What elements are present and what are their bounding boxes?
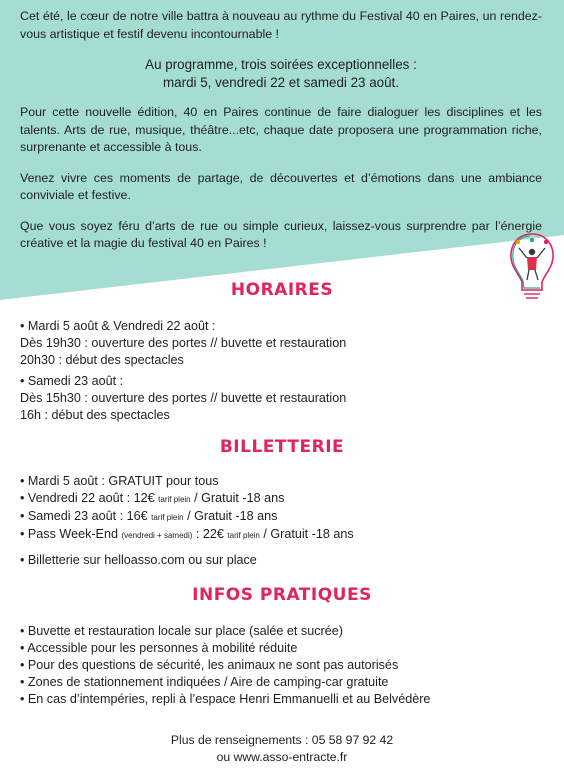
list-item: • Buvette et restauration locale sur place (salée et sucrée)	[20, 624, 343, 638]
billetterie-pass-weekend: • Pass Week-End (vendredi + samedi) : 22€ tarif plein / Gratuit -18 ans	[20, 527, 354, 541]
horaires-group-2-show: 16h : début des spectacles	[20, 408, 170, 422]
footer-website: ou www.asso-entracte.fr	[216, 750, 348, 764]
intro-paragraph-1: Cet été, le cœur de notre ville battra à nouveau au rythme du Festival 40 en Paires, un rendez-vous artistique et festif devenu incontournable !	[20, 9, 542, 41]
infos-pratiques-list	[20, 623, 550, 708]
program-line-1: Au programme, trois soirées exceptionnelles :	[145, 57, 417, 72]
intro-paragraph-4: Que vous soyez féru d’arts de rue ou simple curieux, laissez-vous surprendre par l’énergie créative et la magie du festival 40 en Paires !	[20, 218, 542, 250]
horaires-group-2-heading: • Samedi 23 août :	[20, 374, 124, 388]
footer-phone: Plus de renseignements : 05 58 97 92 42	[170, 733, 394, 747]
billetterie-block	[20, 473, 550, 569]
horaires-group-1-show: 20h30 : début des spectacles	[20, 353, 184, 367]
intro-text	[20, 8, 542, 266]
billetterie-samedi: • Samedi 23 août : 16€ tarif plein / Gratuit -18 ans	[20, 509, 278, 523]
billetterie-where: • Billetterie sur helloasso.com ou sur place	[20, 553, 257, 567]
program-announcement	[20, 56, 542, 91]
list-item: • Pour des questions de sécurité, les animaux ne sont pas autorisés	[20, 658, 399, 672]
footer-contact	[0, 732, 564, 766]
intro-paragraph-3: Venez vivre ces moments de partage, de découvertes et d’émotions dans une ambiance conviviale et festive.	[20, 170, 542, 202]
intro-paragraph-2: Pour cette nouvelle édition, 40 en Paires continue de faire dialoguer les disciplines et les talents. Arts de rue, musique, théâtre...etc, chaque date proposera une programmation riche, surprenante et accessible à tous.	[20, 105, 542, 154]
infos-pratiques-title: INFOS PRATIQUES	[192, 585, 372, 605]
horaires-title: HORAIRES	[230, 280, 334, 300]
horaires-group-1-doors: Dès 19h30 : ouverture des portes // buvette et restauration	[20, 336, 347, 350]
billetterie-vendredi: • Vendredi 22 août : 12€ tarif plein / Gratuit -18 ans	[20, 491, 285, 505]
billetterie-mardi: • Mardi 5 août : GRATUIT pour tous	[20, 474, 219, 488]
program-line-2: mardi 5, vendredi 22 et samedi 23 août.	[163, 74, 399, 90]
list-item: • Zones de stationnement indiquées / Aire de camping-car gratuite	[20, 675, 389, 689]
horaires-group-1-heading: • Mardi 5 août & Vendredi 22 août :	[20, 319, 216, 333]
list-item: • Accessible pour les personnes à mobilité réduite	[20, 641, 298, 655]
horaires-block	[20, 318, 550, 424]
list-item: • En cas d’intempéries, repli à l’espace Henri Emmanuelli et au Belvédère	[20, 692, 431, 706]
horaires-group-2-doors: Dès 15h30 : ouverture des portes // buvette et restauration	[20, 391, 347, 405]
billetterie-title: BILLETTERIE	[219, 437, 345, 457]
